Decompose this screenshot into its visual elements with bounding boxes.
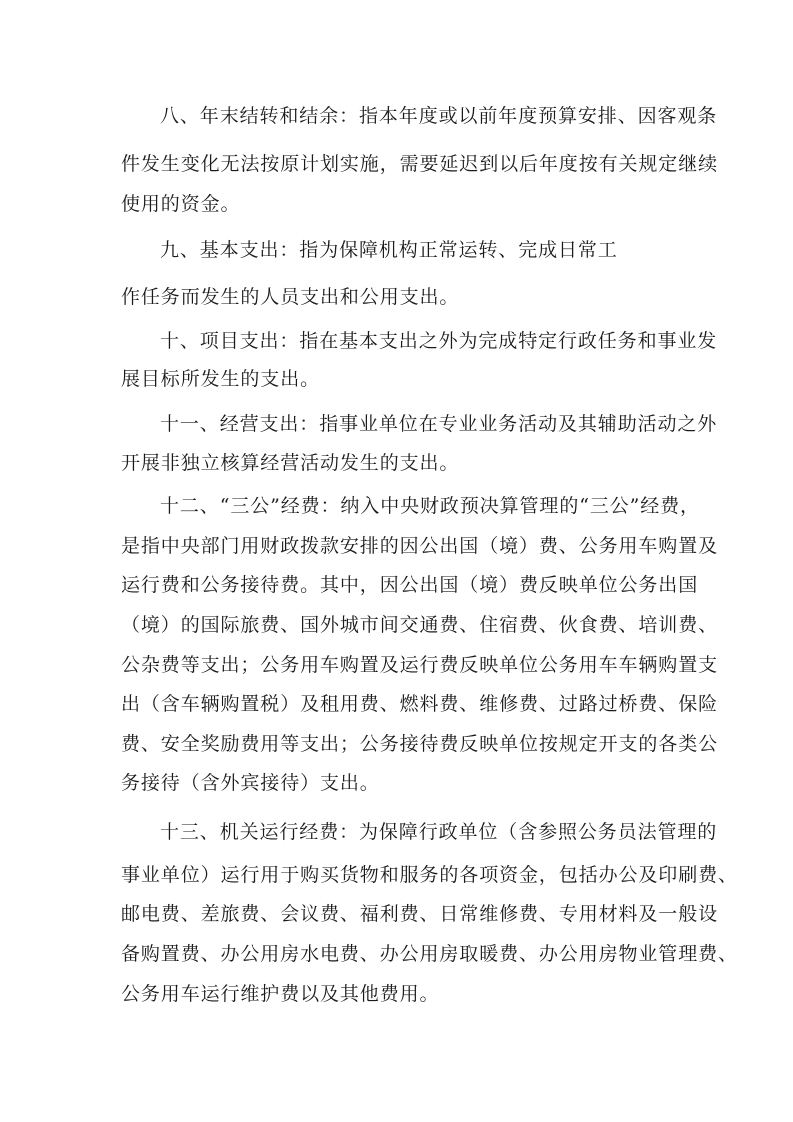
paragraph-12-line-4: （境）的国际旅费、国外城市间交通费、住宿费、伙食费、培训费、 (121, 614, 719, 636)
paragraph-12-line-5: 公杂费等支出；公务用车购置及运行费反映单位公务用车车辆购置支 (121, 654, 719, 676)
paragraph-11-line-2: 开展非独立核算经营活动发生的支出。 (121, 452, 460, 474)
paragraph-13-line-3: 邮电费、差旅费、会议费、福利费、日常维修费、专用材料及一般设 (121, 903, 719, 925)
paragraph-10-line-1: 十、项目支出：指在基本支出之外为完成特定行政任务和事业发 (160, 330, 718, 352)
paragraph-10-line-2: 展目标所发生的支出。 (121, 368, 321, 390)
paragraph-13-line-5: 公务用车运行维护费以及其他费用。 (121, 983, 440, 1005)
paragraph-8-line-1: 八、年末结转和结余：指本年度或以前年度预算安排、因客观条 (160, 105, 718, 127)
paragraph-12-line-1: 十二、“三公”经费：纳入中央财政预决算管理的“三公”经费， (160, 495, 700, 517)
paragraph-13-line-4: 备购置费、办公用房水电费、办公用房取暖费、办公用房物业管理费、 (121, 943, 738, 965)
paragraph-9-line-1: 九、基本支出：指为保障机构正常运转、完成日常工 (160, 239, 618, 261)
paragraph-8-line-2: 件发生变化无法按原计划实施，需要延迟到以后年度按有关规定继续 (121, 153, 719, 175)
paragraph-11-line-1: 十一、经营支出：指事业单位在专业业务活动及其辅助活动之外 (160, 413, 718, 435)
paragraph-13-line-2: 事业单位）运行用于购买货物和服务的各项资金，包括办公及印刷费、 (121, 864, 738, 886)
paragraph-12-line-6: 出（含车辆购置税）及租用费、燃料费、维修费、过路过桥费、保险 (121, 693, 719, 715)
paragraph-13-line-1: 十三、机关运行经费：为保障行政单位（含参照公务员法管理的 (160, 821, 718, 843)
paragraph-8-line-3: 使用的资金。 (121, 193, 241, 215)
paragraph-12-line-3: 运行费和公务接待费。其中，因公出国（境）费反映单位公务出国 (121, 574, 699, 596)
paragraph-12-line-7: 费、安全奖励费用等支出；公务接待费反映单位按规定开支的各类公 (121, 733, 719, 755)
paragraph-9-line-2: 作任务而发生的人员支出和公用支出。 (121, 286, 460, 308)
paragraph-12-line-2: 是指中央部门用财政拨款安排的因公出国（境）费、公务用车购置及 (121, 535, 719, 557)
paragraph-12-line-8: 务接待（含外宾接待）支出。 (121, 772, 380, 794)
